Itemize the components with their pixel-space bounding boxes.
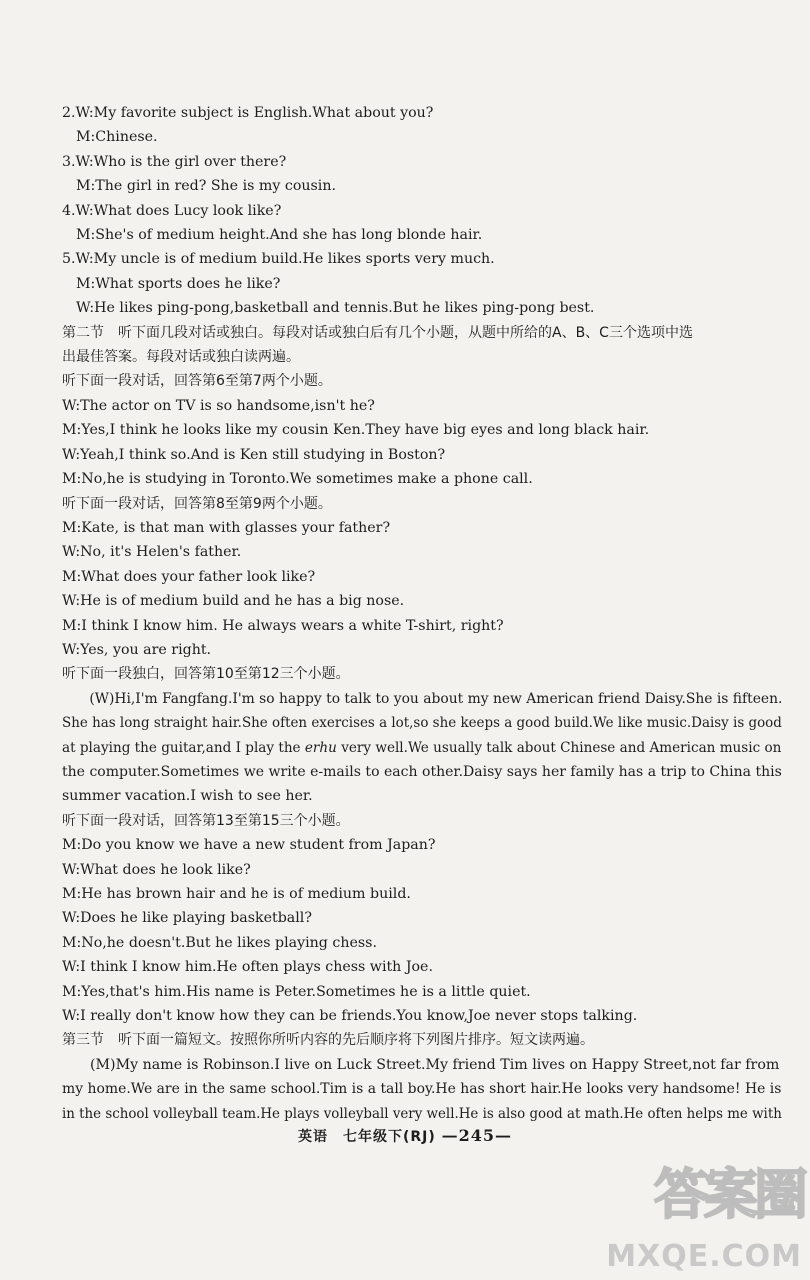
dialogue-line: M:No,he doesn't.But he likes playing chess. <box>62 934 377 951</box>
dialogue-line: W:Yeah,I think so.And is Ken still studying in Boston? <box>62 446 446 463</box>
dialogue-line: M:Do you know we have a new student from Japan? <box>62 837 436 854</box>
dialogue-line: W:No, it's Helen's father. <box>62 544 242 561</box>
dialogue-line: W:The actor on TV is so handsome,isn't he? <box>62 397 375 414</box>
monologue-line: at playing the guitar,and I play the erhu very well.We usually talk about Chinese and American music on <box>62 739 782 756</box>
watermark-en: MXQE.COM <box>606 1239 802 1274</box>
q3-w-line: 3.W:Who is the girl over there? <box>62 153 287 170</box>
dialogue-heading-8-9: 听下面一段对话，回答第8至第9两个小题。 <box>62 495 332 512</box>
monologue-line: She has long straight hair.She often exercises a lot,so she keeps a good build.We like music.Daisy is good <box>62 715 782 732</box>
dialogue-line: W:Does he like playing basketball? <box>62 910 312 927</box>
document-body <box>62 101 782 1126</box>
dialogue-line: W:What does he look like? <box>62 861 251 878</box>
passage-line: my home.We are in the same school.Tim is a tall boy.He has short hair.He looks very handsome! He is <box>62 1081 782 1098</box>
page-footer <box>0 1126 810 1146</box>
monologue-line: the computer.Sometimes we write e-mails to each other.Daisy says her family has a trip to China this <box>62 763 782 780</box>
dialogue-line: M:Yes,I think he looks like my cousin Ken.They have big eyes and long black hair. <box>62 422 650 439</box>
dialogue-heading-6-7: 听下面一段对话，回答第6至第7两个小题。 <box>62 373 332 390</box>
passage-line: in the school volleyball team.He plays volleyball very well.He is also good at math.He often helps me with <box>62 1105 782 1122</box>
section2-instruction-2: 出最佳答案。每段对话或独白读两遍。 <box>62 349 300 366</box>
q2-m-line: M:Chinese. <box>76 129 158 146</box>
dialogue-line: M:No,he is studying in Toronto.We sometimes make a phone call. <box>62 471 533 488</box>
watermark-cn: 答案圈 <box>654 1163 804 1226</box>
watermark-logo <box>606 1162 804 1274</box>
dialogue-line: M:He has brown hair and he is of medium build. <box>62 886 411 902</box>
dialogue-line: M:What does your father look like? <box>62 568 316 585</box>
q5-w-line: 5.W:My uncle is of medium build.He likes sports very much. <box>62 251 495 268</box>
footer-subject: 英语 七年级下(RJ) <box>297 1129 436 1145</box>
page-number: —245— <box>441 1126 513 1145</box>
dialogue-line: M:Kate, is that man with glasses your father? <box>62 519 391 536</box>
monologue-heading-10-12: 听下面一段独白，回答第10至第12三个小题。 <box>62 666 350 683</box>
section2-instruction-1: 第二节 听下面几段对话或独白。每段对话或独白后有几个小题，从题中所给的A、B、C三个选项中选 <box>62 324 693 341</box>
q4-w-line: 4.W:What does Lucy look like? <box>62 202 282 219</box>
dialogue-line: M:I think I know him. He always wears a white T-shirt, right? <box>62 617 504 634</box>
monologue-line: summer vacation.I wish to see her. <box>62 788 313 805</box>
dialogue-line: W:I think I know him.He often plays chess with Joe. <box>62 959 433 976</box>
passage-line: (M)My name is Robinson.I live on Luck Street.My friend Tim lives on Happy Street,not far from <box>90 1056 780 1073</box>
q4-m-line: M:She's of medium height.And she has long blonde hair. <box>76 227 483 244</box>
dialogue-line: W:I really don't know how they can be friends.You know,Joe never stops talking. <box>62 1008 638 1025</box>
q3-m-line: M:The girl in red? She is my cousin. <box>76 178 336 195</box>
q2-w-line: 2.W:My favorite subject is English.What about you? <box>62 105 434 121</box>
q5-m-line: M:What sports does he like? <box>76 275 281 292</box>
erhu-italic: erhu <box>304 739 337 756</box>
dialogue-line: W:He is of medium build and he has a big nose. <box>62 593 405 610</box>
dialogue-line: M:Yes,that's him.His name is Peter.Sometimes he is a little quiet. <box>62 983 531 1000</box>
dialogue-line: W:Yes, you are right. <box>62 641 212 658</box>
monologue-line: (W)Hi,I'm Fangfang.I'm so happy to talk to you about my new American friend Daisy.She is fifteen. <box>89 690 783 707</box>
dialogue-heading-13-15: 听下面一段对话，回答第13至第15三个小题。 <box>62 812 350 829</box>
q5-w2-line: W:He likes ping-pong,basketball and tennis.But he likes ping-pong best. <box>76 300 595 317</box>
section3-instruction: 第三节 听下面一篇短文。按照你所听内容的先后顺序将下列图片排序。短文读两遍。 <box>62 1032 594 1049</box>
